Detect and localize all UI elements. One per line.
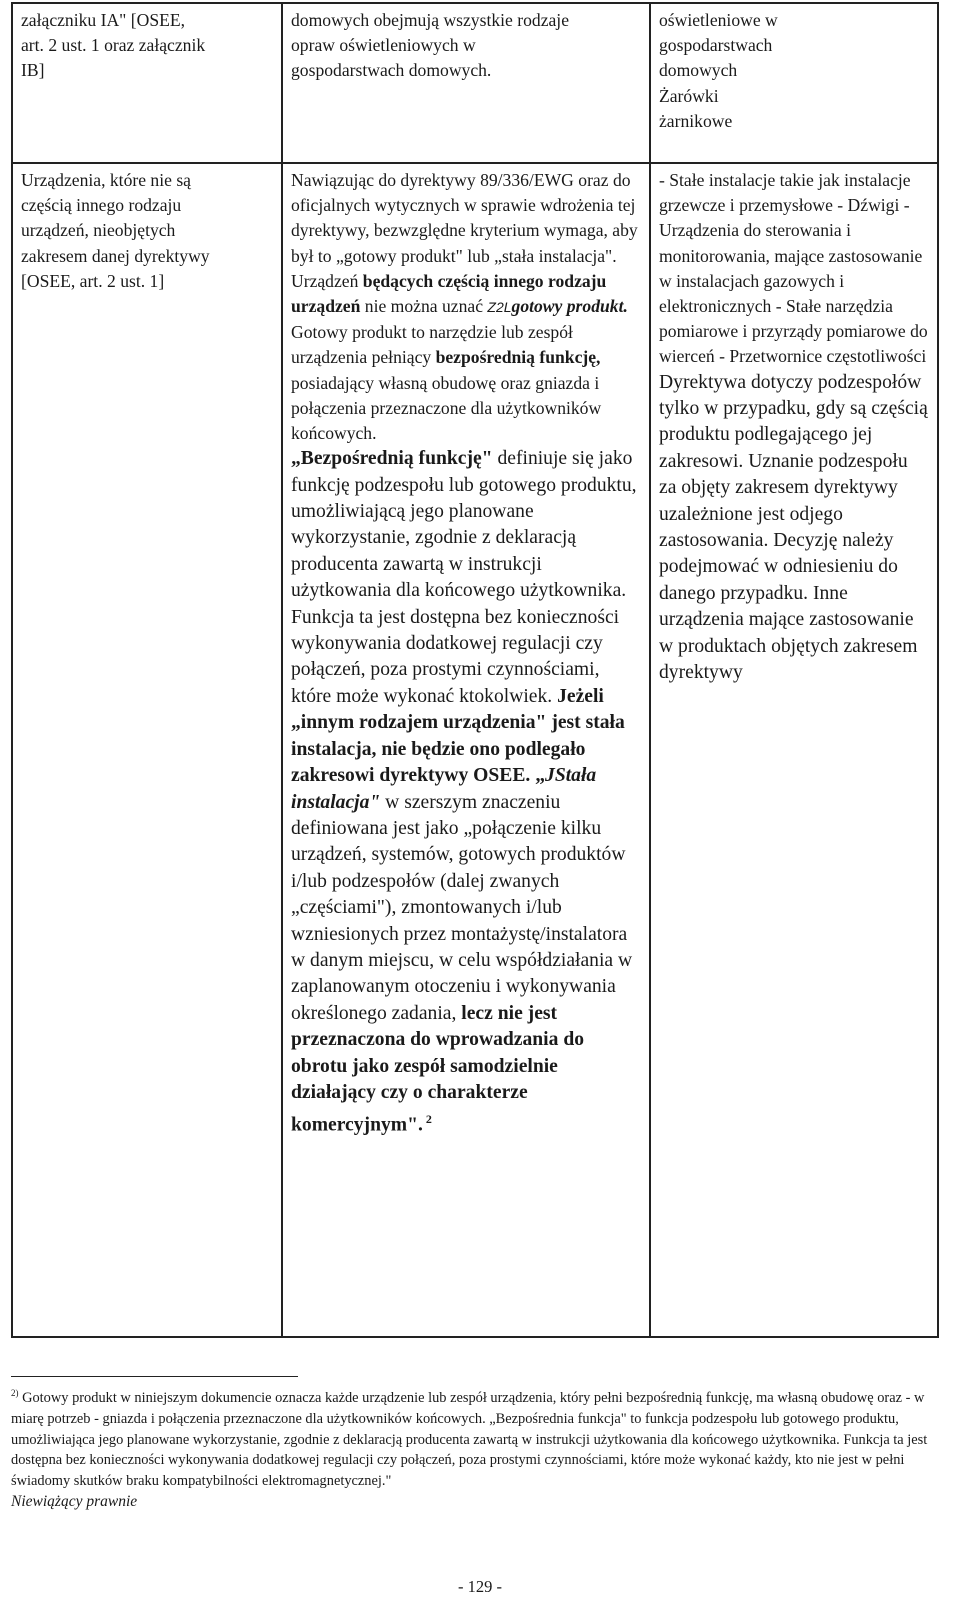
footnote-reference[interactable]: 2 [422,1112,432,1127]
text-run: nie można uznać [360,296,488,317]
document-table [11,2,939,1338]
exclusions-list: - Stałe instalacje takie jak instalacje grzewcze i przemysłowe - Dźwigi - Urządzenia do sterowania i monitorowania, mające zastosowanie w instalacjach gazowych i elektronicznych - Stałe narzędzia pomiarowe i przyrządy pomiarowe do wierceń - Przetwornice częstotliwości [659,170,928,367]
footnote-divider [11,1376,298,1377]
text-run: Nawiązując do dyrektywy 89/336/EWG oraz do oficjalnych wytycznych w sprawie wdrożenia tej dyrektywy, bezwzględne kryterium wymaga, aby był to „gotowy produkt" lub „stała instalacja". Urządzeń [291,170,638,291]
footnote-marker: 2) [11,1388,19,1398]
bold-run: Jeżeli „innym rodzajem urządzenia" jest stała instalacja, nie będzie ono podlegało zakresowi dyrektywy OSEE. [291,685,625,787]
non-binding-label: Niewiążący prawnie [11,1492,138,1510]
text-run: Gotowy produkt to narzędzie lub zespół urządzenia pełniący [291,322,573,368]
bold-run: lecz nie jest przeznaczona do wprowadzania do obrotu jako zespół samodzielnie działający czy o charakterze komercyjnym". [291,1002,585,1136]
text-line: Urządzenia, które nie są [21,170,191,190]
footnote-text: Gotowy produkt w niniejszym dokumencie oznacza każde urządzenie lub zespół urządzenia, który pełni bezpośrednią funkcję, ma własną obudowę oraz - w miarę potrzeb - gniazda i połączenia przeznaczone dla użytkowników końcowych. „Bezpośrednia funkcja" to funkcja podzespołu lub gotowego produktu, umożliwiająca jego planowane wykorzystanie, zgodnie z deklaracją producenta zawartą w instrukcji użytkowania dla końcowego użytkownika. Funkcja ta jest dostępna bez konieczności wykonywania dodatkowej regulacji czy połączeń, poza prostymi czynnościami, które może wykonać każdy, kto nie jest w pełni świadomy skutków braku kompatybilności elektromagnetycznej." [11,1390,928,1490]
row2-col2-cell [282,163,650,1337]
table-row [12,163,938,1337]
bold-italic-run: JStała instalacja" [291,765,597,813]
garbled-glyphs: Z2L [487,299,512,316]
text-run: definiuje się jako funkcję podzespołu lub gotowego produktu, umożliwiającą jego planowane wykorzystanie, zgodnie z deklaracją producenta zawartą w instrukcji użytkowania dla końcowego użytkownika. Funkcja ta jest dostępna bez konieczności wykonywania dodatkowej regulacji czy połączeń, poza prostymi czynnościami, które może wykonać ktokolwiek. [291,448,637,707]
text-line: opraw oświetleniowych w [291,35,476,56]
row1-col2-cell [282,3,650,163]
footnote [11,1383,941,1513]
page-number: - 129 - [458,1577,502,1596]
row2-col1-cell [12,163,282,1337]
row2-col3-cell [650,163,938,1337]
table-row [12,3,938,163]
text-line: załączniku IA" [OSEE, [21,10,185,30]
text-line: IB] [21,60,45,81]
text-line: art. 2 ust. 1 oraz załącznik [21,35,206,56]
text-line: żarnikowe [659,110,733,131]
bold-run: bezpośrednią funkcję, [435,347,601,368]
text-run: w szerszym znaczeniu definiowana jest jako „połączenie kilku urządzeń, systemów, gotowych produktów i/lub podzespołów (dalej zwanych „częściami"), zmontowanych i/lub wzniesionych przez montażystę/instalatora w danym miejscu, w celu współdziałania w zaplanowanym otoczeniu i wykonywania określonego zadania, [291,791,633,1024]
row1-col3-cell [650,3,938,163]
text-line: zakresem danej dyrektywy [21,245,210,266]
main-paragraph-part1 [291,168,641,446]
bold-run: „ [530,765,546,787]
text-line: gospodarstwach domowych. [291,60,492,81]
row1-col1-cell [12,3,282,163]
text-line: domowych [659,60,738,81]
bold-run: „Bezpośrednią funkcję" [291,448,493,470]
bold-run: będących częścią innego rodzaju urządzeń [291,270,607,317]
bold-italic-run: gotowy produkt. [511,296,628,317]
text-line: domowych obejmują wszystkie rodzaje [291,10,570,30]
text-line: oświetleniowe w [659,10,778,30]
text-line: [OSEE, art. 2 ust. 1] [21,270,165,291]
text-line: częścią innego rodzaju [21,195,182,216]
text-run: posiadający własną obudowę oraz gniazda i połączenia przeznaczone dla użytkowników końcowych. [291,372,602,444]
text-line: gospodarstwach [659,35,773,56]
text-line: Żarówki [659,85,719,106]
main-paragraph-part2 [291,446,641,1139]
component-note: Dyrektywa dotyczy podzespołów tylko w przypadku, gdy są częścią produktu podlegającego jej zakresowi. Uznanie podzespołu za objęty zakresem dyrektywy uzależnione jest odjego zastosowania. Decyzję należy podejmować w odniesieniu do danego przypadku. Inne urządzenia mające zastosowanie w produktach objętych zakresem dyrektywy [659,371,928,684]
text-line: urządzeń, nieobjętych [21,220,176,241]
